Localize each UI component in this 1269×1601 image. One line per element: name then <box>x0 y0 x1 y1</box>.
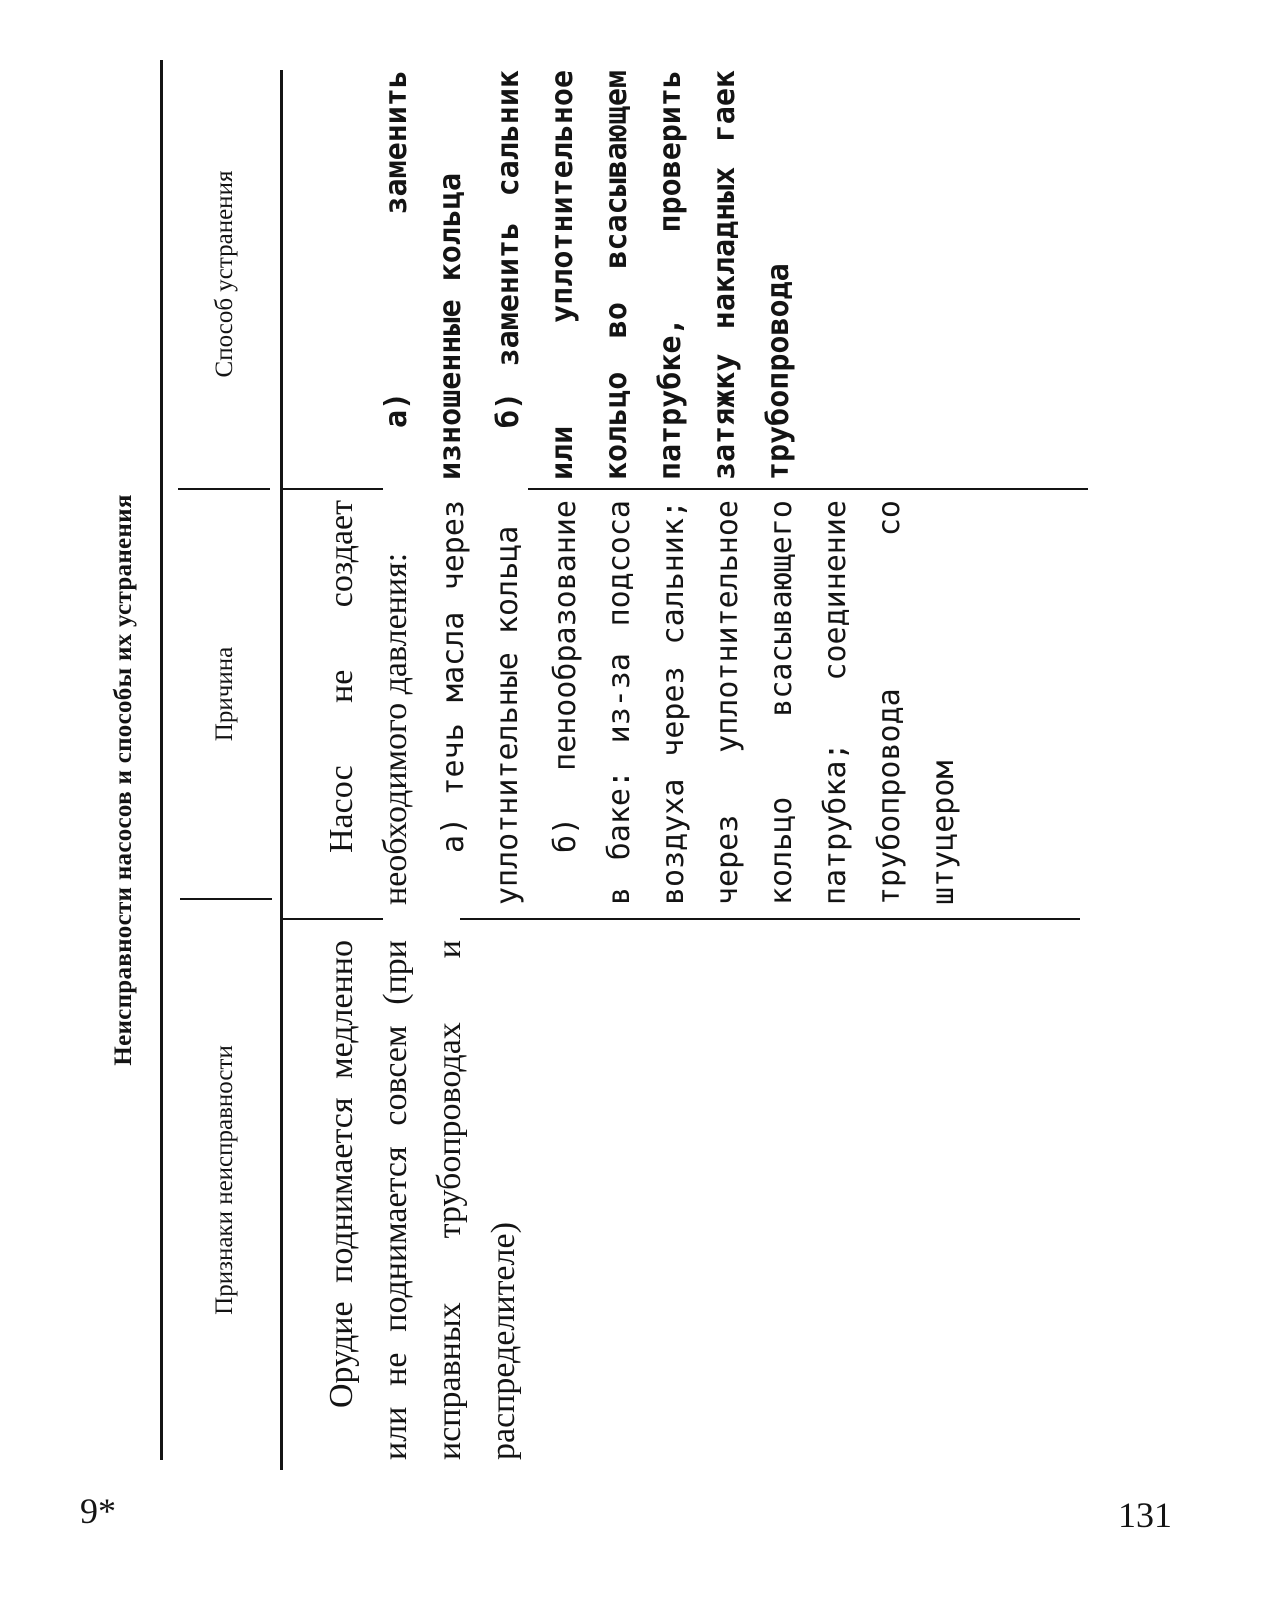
body-column-divider-2 <box>283 488 383 490</box>
header-cause: Причина <box>211 646 238 742</box>
header-bottom-rule <box>280 70 283 1470</box>
remedy-bottom-rule <box>528 488 1088 490</box>
signature-marker: 9* <box>80 1491 116 1531</box>
cell-remedy <box>370 70 810 480</box>
remedy-b: б) заменить сальник или уплотнительное кольцо во всасывающем патрубке, проверить затяжку накладных гаек трубопровода <box>491 70 796 480</box>
cause-b: б) пенообразование в баке: из-за подсоса воздуха через сальник; через уплотнительное кольцо всасывающего патрубка; соединение трубопровода со штуцером <box>548 500 961 905</box>
page-number: 131 <box>1118 1495 1172 1535</box>
header-remedy: Способ устранения <box>211 170 238 378</box>
remedy-a: а) заменить изношенные кольца <box>379 70 468 480</box>
header-symptom: Признаки неисправности <box>211 1045 238 1315</box>
cell-symptom <box>315 940 535 1460</box>
rotated-table-page <box>110 60 1120 1500</box>
cause-bottom-rule <box>460 918 1080 920</box>
body-column-divider-1 <box>283 918 383 920</box>
table-top-rule <box>160 60 163 1460</box>
symptom-text: Орудие поднимается медленно или не поднимается совсем (при исправных трубопроводах и распределителе) <box>323 940 522 1460</box>
cell-cause <box>315 500 975 905</box>
cause-intro: Насос не создает необходимого давления: <box>323 500 414 905</box>
table-title: Неисправности насосов и способы их устранения <box>110 494 137 1066</box>
cause-a: а) течь масла через уплотнительные кольца <box>436 500 525 905</box>
